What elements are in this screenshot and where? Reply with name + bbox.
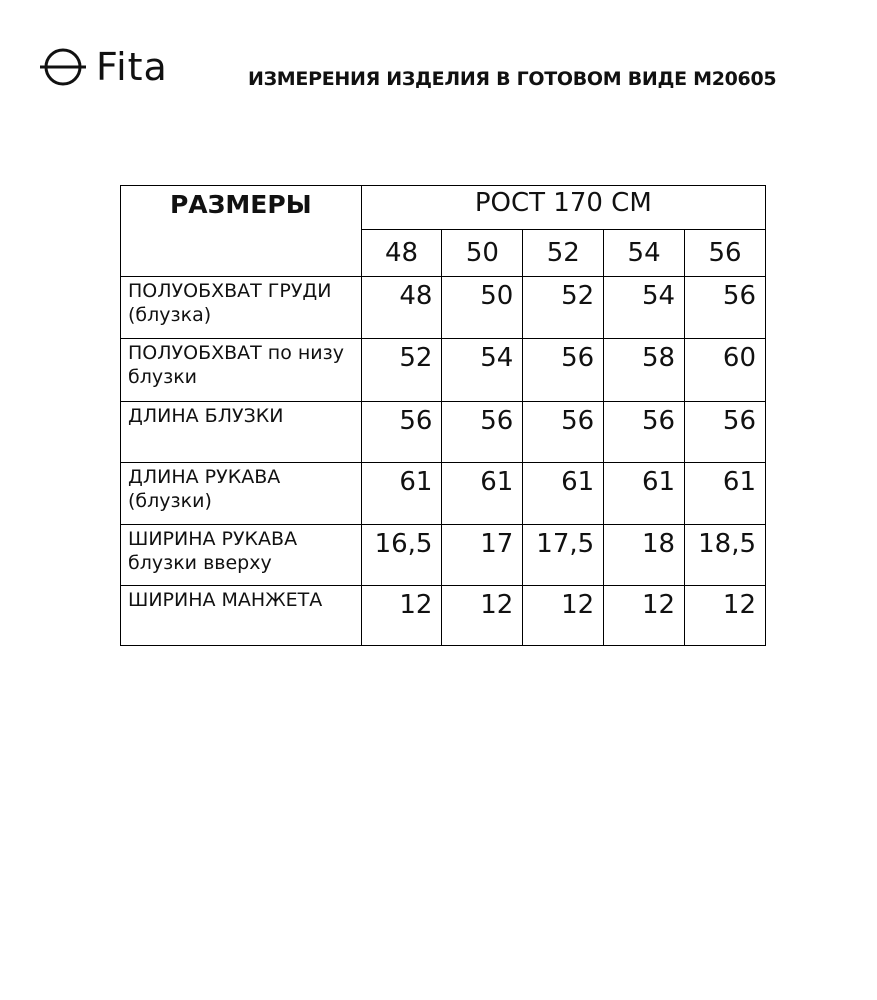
table-row [121, 402, 766, 463]
cell-value: 12 [685, 586, 766, 646]
row-label: ШИРИНА РУКАВА блузки вверху [121, 525, 362, 586]
table-row [121, 586, 766, 646]
cell-value: 56 [523, 339, 604, 402]
cell-value: 61 [361, 463, 442, 525]
row-label: ШИРИНА МАНЖЕТА [121, 586, 362, 646]
row-label: ДЛИНА БЛУЗКИ [121, 402, 362, 463]
table-row [121, 277, 766, 339]
brand-name: Fita [96, 45, 168, 89]
height-header: РОСТ 170 СМ [361, 186, 765, 230]
cell-value: 12 [361, 586, 442, 646]
cell-value: 16,5 [361, 525, 442, 586]
size-column-header: 50 [442, 230, 523, 277]
cell-value: 54 [604, 277, 685, 339]
cell-value: 56 [685, 277, 766, 339]
brand-logo [38, 42, 168, 92]
cell-value: 61 [604, 463, 685, 525]
cell-value: 12 [442, 586, 523, 646]
page-title: ИЗМЕРЕНИЯ ИЗДЕЛИЯ В ГОТОВОМ ВИДЕ М20605 [248, 68, 777, 90]
cell-value: 17 [442, 525, 523, 586]
size-column-header: 56 [685, 230, 766, 277]
cell-value: 61 [523, 463, 604, 525]
cell-value: 18,5 [685, 525, 766, 586]
size-chart-table [120, 185, 766, 646]
cell-value: 56 [361, 402, 442, 463]
cell-value: 54 [442, 339, 523, 402]
cell-value: 17,5 [523, 525, 604, 586]
cell-value: 12 [523, 586, 604, 646]
cell-value: 18 [604, 525, 685, 586]
cell-value: 58 [604, 339, 685, 402]
table-row [121, 525, 766, 586]
cell-value: 56 [685, 402, 766, 463]
table-row [121, 463, 766, 525]
fita-logo-icon [38, 42, 88, 92]
cell-value: 12 [604, 586, 685, 646]
cell-value: 48 [361, 277, 442, 339]
cell-value: 52 [523, 277, 604, 339]
table-row [121, 339, 766, 402]
cell-value: 56 [604, 402, 685, 463]
row-label: ПОЛУОБХВАТ ГРУДИ (блузка) [121, 277, 362, 339]
row-label: ДЛИНА РУКАВА (блузки) [121, 463, 362, 525]
cell-value: 61 [685, 463, 766, 525]
sizes-header: РАЗМЕРЫ [121, 186, 362, 277]
cell-value: 61 [442, 463, 523, 525]
size-column-header: 54 [604, 230, 685, 277]
cell-value: 50 [442, 277, 523, 339]
row-label: ПОЛУОБХВАТ по низу блузки [121, 339, 362, 402]
size-column-header: 52 [523, 230, 604, 277]
cell-value: 52 [361, 339, 442, 402]
cell-value: 60 [685, 339, 766, 402]
cell-value: 56 [442, 402, 523, 463]
cell-value: 56 [523, 402, 604, 463]
size-column-header: 48 [361, 230, 442, 277]
